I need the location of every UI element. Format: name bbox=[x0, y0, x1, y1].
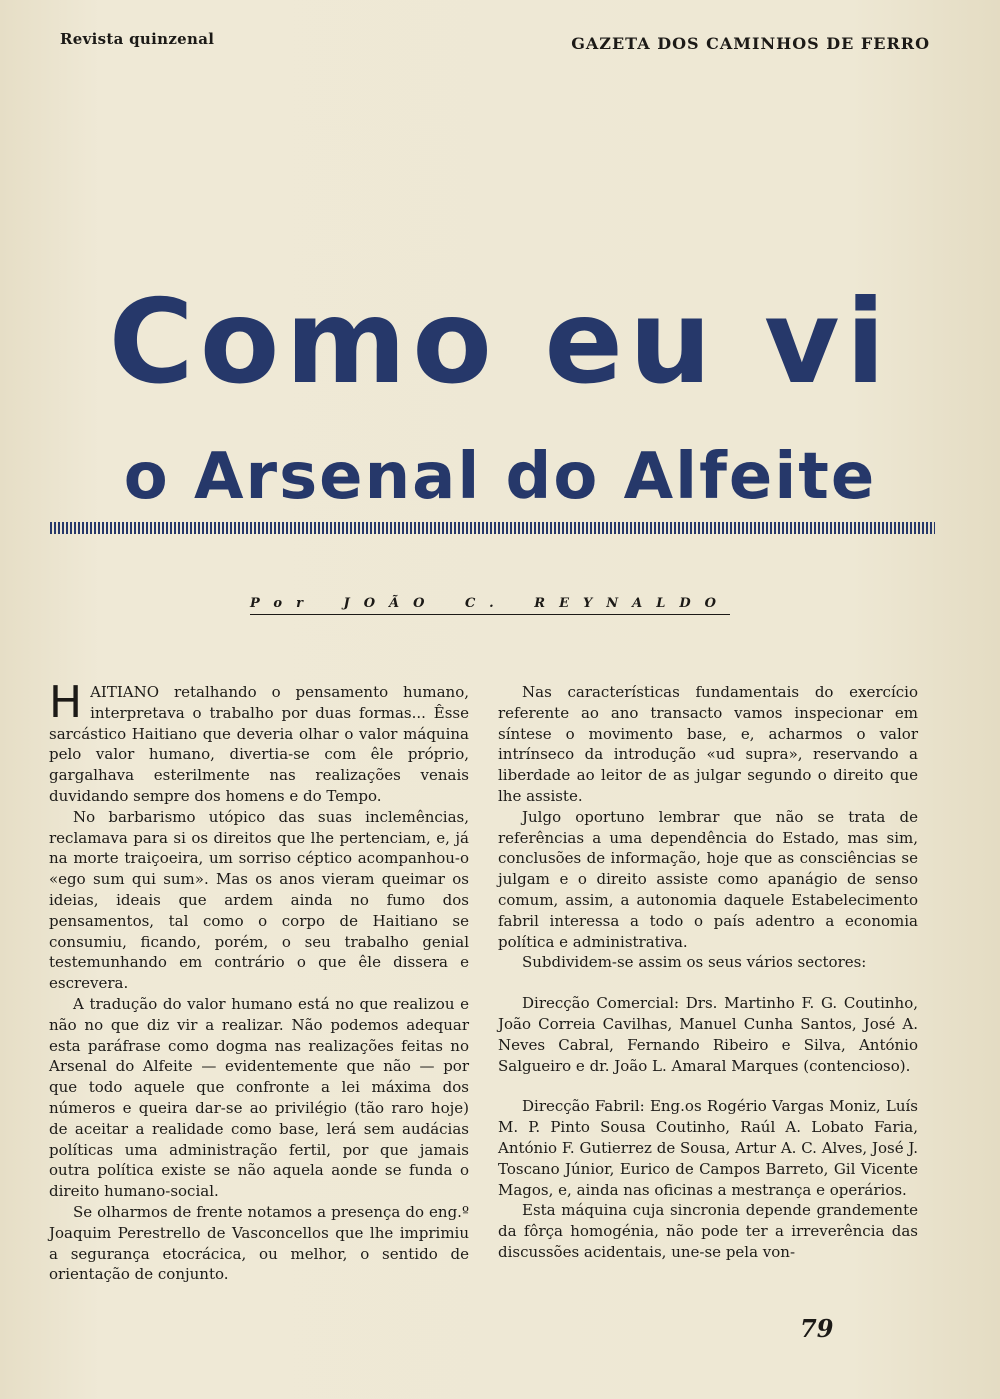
drop-cap: H bbox=[49, 677, 83, 728]
page-number: 79 bbox=[800, 1314, 834, 1343]
header-left: Revista quinzenal bbox=[60, 30, 215, 48]
paragraph: Subdividem-se assim os seus vários sectores: bbox=[522, 953, 867, 972]
article-title-line-1: Como eu vi bbox=[108, 275, 892, 410]
paragraph: Julgo oportuno lembrar que não se trata de referências a uma dependência do Estado, mas sim, conclusões de informação, hoje que as consciências se julgam e o direito assiste como apanágio de senso comum, assim, a autonomia daquele Estabelecimento fabril interessa a todo o país adentro a economia política e administrativa. bbox=[498, 807, 918, 951]
paragraph: No barbarismo utópico das suas inclemências, reclamava para si os direitos que lhe pertenciam, e, já na morte traiçoeira, um sorriso céptico acompanhou-o «ego sum qui sum». Mas os anos vieram queimar os ideias, ideais que ardem ainda no fumo dos pensamentos, tal como o corpo de Haitiano se consumiu, ficando, porém, o seu trabalho genial testemunhando em contrário o que êle dissera e escrevera. bbox=[49, 807, 469, 993]
paragraph: Direcção Fabril: Eng.os Rogério Vargas Moniz, Luís M. P. Pinto Sousa Coutinho, Raúl A. Lobato Faria, António F. Gutierrez de Sousa, Artur A. C. Alves, José J. Toscano Júnior, Eurico de Campos Barreto, Gil Vicente Magos, e, ainda nas oficinas a mestrança e operários. bbox=[498, 1097, 918, 1199]
paragraph: Se olharmos de frente notamos a presença do eng.º Joaquim Perestrello de Vasconcellos que lhe imprimiu a segurança etocrácica, ou melhor, o sentido de orientação de conjunto. bbox=[49, 1202, 469, 1284]
byline-rule bbox=[250, 614, 730, 615]
article-title-line-2: o Arsenal do Alfeite bbox=[123, 440, 877, 514]
paragraph: Nas características fundamentais do exercício referente ao ano transacto vamos inspecionar em síntese o movimento base, e, acharmos o valor intrínseco da introdução «ud supra», reservando a liberdade ao leitor de as julgar segundo o direito que lhe assiste. bbox=[498, 683, 918, 805]
left-column bbox=[49, 677, 469, 1285]
header-right: GAZETA DOS CAMINHOS DE FERRO bbox=[571, 34, 930, 53]
paragraph-text: AITIANO retalhando o pensamento humano, interpretava o trabalho por duas formas... Êsse sarcástico Haitiano que deveria olhar o valor máquina pelo valor humano, divertia-se com êle próprio, gargalhava esterilmente nas realizações venais duvidando sempre dos homens e do Tempo. bbox=[49, 683, 469, 805]
paragraph: Esta máquina cuja sincronia depende grandemente da fôrça homogénia, não pode ter a irreverência das discussões acidentais, une-se pela von- bbox=[498, 1201, 918, 1261]
title-rule bbox=[50, 522, 935, 534]
paragraph: A tradução do valor humano está no que realizou e não no que diz vir a realizar. Não podemos adequar esta paráfrase como dogma nas realizações feitas no Arsenal do Alfeite — evidentemente que não — por que todo aquele que confronte a lei máxima dos números e queira dar-se ao privilégio (tão raro hoje) de aceitar a realidade como base, lerá sem audácias políticas uma administração fertil, por que jamais outra política existe se não aquela aonde se funda o direito humano-social. bbox=[49, 994, 469, 1201]
paragraph: Direcção Comercial: Drs. Martinho F. G. Coutinho, João Correia Cavilhas, Manuel Cunha Santos, José A. Neves Cabral, Fernando Ribeiro e Silva, António Salgueiro e dr. João L. Amaral Marques (contencioso). bbox=[498, 994, 918, 1075]
right-column bbox=[498, 682, 918, 1263]
byline: Por JOÃO C. REYNALDO bbox=[250, 596, 730, 611]
paragraph bbox=[49, 677, 469, 807]
